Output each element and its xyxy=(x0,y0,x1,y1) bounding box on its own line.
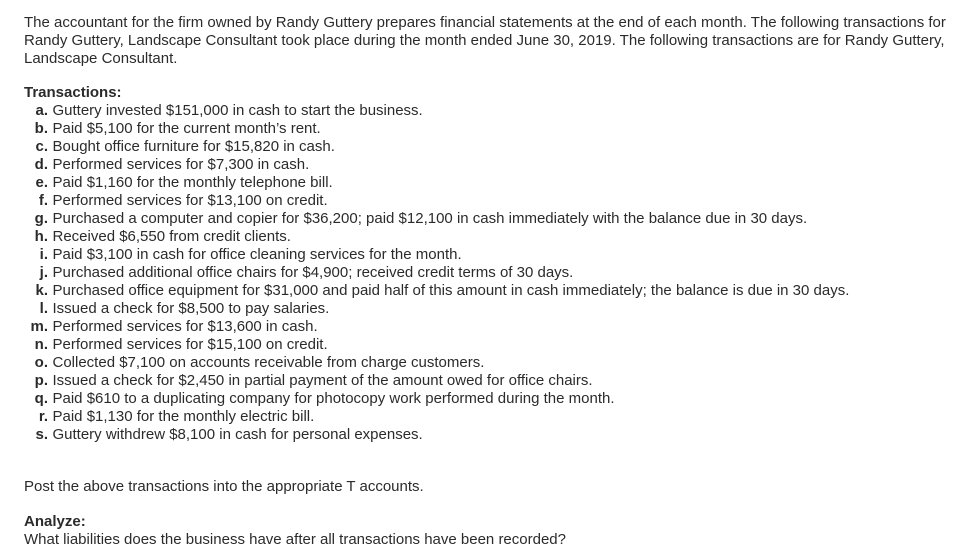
transaction-item xyxy=(24,372,949,390)
transaction-text: Performed services for $15,100 on credit. xyxy=(52,336,328,353)
transaction-letter: n. xyxy=(34,336,48,353)
transaction-item xyxy=(24,192,949,210)
transaction-letter: r. xyxy=(38,408,48,425)
transaction-item xyxy=(24,426,949,444)
transaction-item xyxy=(24,408,949,426)
transaction-text: Performed services for $7,300 in cash. xyxy=(52,156,310,173)
transaction-letter: g. xyxy=(34,210,48,227)
transaction-letter: m. xyxy=(30,318,48,335)
transaction-text: Paid $1,130 for the monthly electric bill. xyxy=(52,408,315,425)
intro-paragraph: The accountant for the firm owned by Randy Guttery prepares financial statements at the end of each month. The following transactions for Randy Guttery, Landscape Consultant took place during the month ended June 30, 2019. The following transactions are for Randy Guttery, Landscape Consultant. xyxy=(24,14,946,67)
transaction-item xyxy=(24,264,949,282)
transaction-text: Received $6,550 from credit clients. xyxy=(52,228,291,245)
transaction-letter: l. xyxy=(39,300,48,317)
transaction-text: Purchased office equipment for $31,000 and paid half of this amount in cash immediately; the balance is due in 30 days. xyxy=(52,282,850,299)
transaction-text: Performed services for $13,600 in cash. xyxy=(52,318,318,335)
transactions-list xyxy=(24,102,949,444)
transaction-letter: b. xyxy=(34,120,48,137)
transaction-letter: e. xyxy=(35,174,48,191)
transaction-text: Paid $3,100 in cash for office cleaning services for the month. xyxy=(52,246,462,263)
transaction-text: Paid $1,160 for the monthly telephone bill. xyxy=(52,174,333,191)
transaction-item xyxy=(24,210,949,228)
transaction-letter: c. xyxy=(35,138,48,155)
transaction-text: Guttery withdrew $8,100 in cash for personal expenses. xyxy=(52,426,423,443)
transaction-text: Bought office furniture for $15,820 in cash. xyxy=(52,138,335,155)
transaction-letter: j. xyxy=(39,264,48,281)
transaction-letter: i. xyxy=(39,246,48,263)
transaction-letter: o. xyxy=(34,354,48,371)
transaction-item xyxy=(24,390,949,408)
transaction-item xyxy=(24,282,949,300)
transaction-text: Collected $7,100 on accounts receivable from charge customers. xyxy=(52,354,485,371)
transactions-heading: Transactions: xyxy=(24,84,122,101)
transaction-text: Purchased a computer and copier for $36,200; paid $12,100 in cash immediately with the balance due in 30 days. xyxy=(52,210,808,227)
transaction-letter: f. xyxy=(38,192,48,209)
transaction-item xyxy=(24,228,949,246)
transaction-letter: k. xyxy=(35,282,48,299)
transaction-letter: a. xyxy=(35,102,48,119)
transaction-item xyxy=(24,174,949,192)
transaction-item xyxy=(24,102,949,120)
transaction-text: Performed services for $13,100 on credit. xyxy=(52,192,328,209)
transaction-text: Issued a check for $2,450 in partial payment of the amount owed for office chairs. xyxy=(52,372,593,389)
instruction-text: Post the above transactions into the appropriate T accounts. xyxy=(24,478,424,495)
transaction-item xyxy=(24,300,949,318)
transaction-text: Guttery invested $151,000 in cash to start the business. xyxy=(52,102,423,119)
analyze-heading: Analyze: xyxy=(24,513,86,530)
transaction-item xyxy=(24,246,949,264)
transaction-item xyxy=(24,354,949,372)
transaction-text: Purchased additional office chairs for $4,900; received credit terms of 30 days. xyxy=(52,264,574,281)
transaction-letter: s. xyxy=(35,426,48,443)
transaction-item xyxy=(24,156,949,174)
transaction-letter: p. xyxy=(34,372,48,389)
problem-document xyxy=(24,14,949,549)
transaction-letter: h. xyxy=(34,228,48,245)
transaction-letter: d. xyxy=(34,156,48,173)
transaction-item xyxy=(24,336,949,354)
transaction-text: Issued a check for $8,500 to pay salaries. xyxy=(52,300,330,317)
transaction-text: Paid $5,100 for the current month’s rent. xyxy=(52,120,321,137)
transaction-letter: q. xyxy=(34,390,48,407)
transaction-item xyxy=(24,318,949,336)
analyze-question: What liabilities does the business have after all transactions have been recorded? xyxy=(24,531,566,548)
transaction-item xyxy=(24,120,949,138)
transaction-text: Paid $610 to a duplicating company for photocopy work performed during the month. xyxy=(52,390,615,407)
transaction-item xyxy=(24,138,949,156)
